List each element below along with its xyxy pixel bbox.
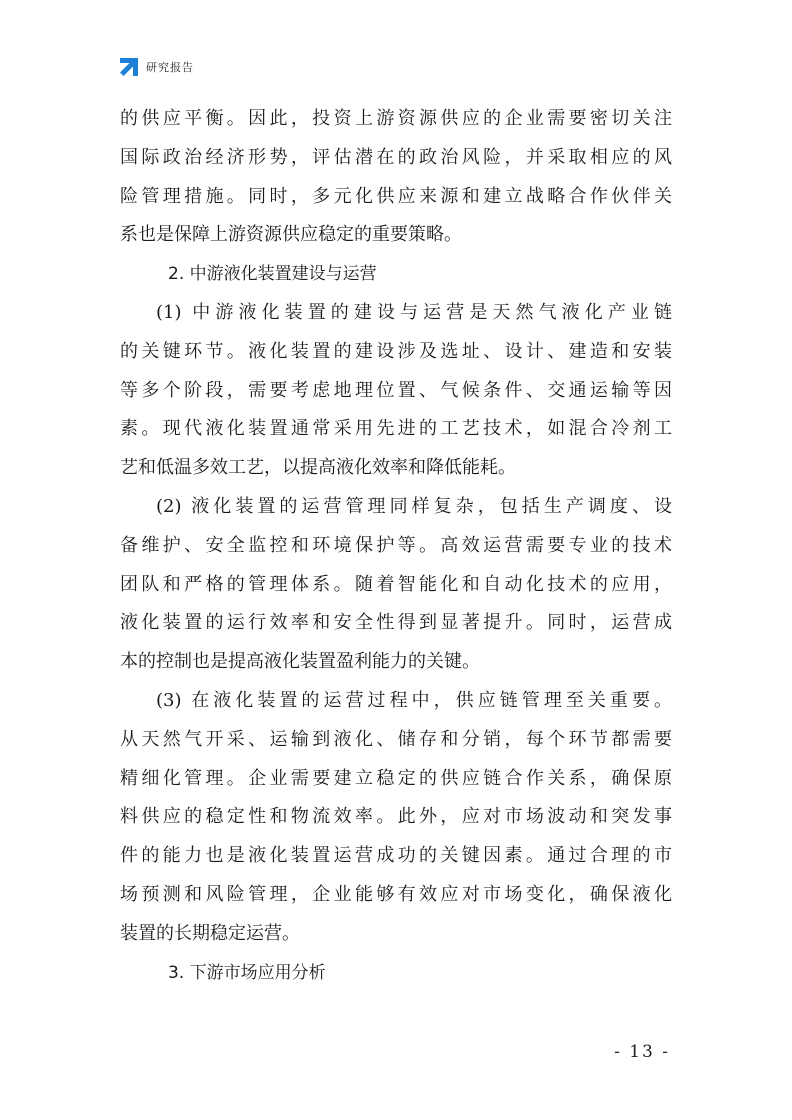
paragraph-line: 险管理措施。同时，多元化供应来源和建立战略合作伙伴关: [120, 185, 672, 207]
paragraph-line: 备维护、安全监控和环境保护等。高效运营需要专业的技术: [120, 534, 672, 556]
paragraph-line: (3) 在液化装置的运营过程中，供应链管理至关重要。: [156, 689, 672, 711]
paragraph-line: 系也是保障上游资源供应稳定的重要策略。: [120, 224, 462, 246]
paragraph-line: (1) 中游液化装置的建设与运营是天然气液化产业链: [156, 301, 672, 323]
paragraph-line: 精细化管理。企业需要建立稳定的供应链合作关系，确保原: [120, 767, 672, 789]
paragraph-line: 的关键环节。液化装置的建设涉及选址、设计、建造和安装: [120, 340, 672, 362]
paragraph-line: 料供应的稳定性和物流效率。此外，应对市场波动和突发事: [120, 806, 672, 828]
report-header-title: 研究报告: [146, 61, 194, 74]
paragraph-line: 素。现代液化装置通常采用先进的工艺技术，如混合冷剂工: [120, 418, 672, 440]
arrow-up-right-icon: [118, 56, 140, 78]
paragraph-line: 的供应平衡。因此，投资上游资源供应的企业需要密切关注: [120, 108, 672, 129]
paragraph-line: 从天然气开采、运输到液化、储存和分销，每个环节都需要: [120, 728, 672, 750]
document-body: [120, 100, 672, 992]
paragraph-line: (2) 液化装置的运营管理同样复杂，包括生产调度、设: [156, 495, 672, 517]
report-header: [118, 56, 194, 78]
section-heading: 2. 中游液化装置建设与运营: [168, 264, 377, 285]
paragraph-line: 装置的长期稳定运营。: [120, 922, 300, 944]
section-heading: 3. 下游市场应用分析: [168, 962, 326, 983]
paragraph-line: 件的能力也是液化装置运营成功的关键因素。通过合理的市: [120, 845, 672, 867]
paragraph-line: 国际政治经济形势，评估潜在的政治风险，并采取相应的风: [120, 146, 672, 168]
paragraph-line: 场预测和风险管理，企业能够有效应对市场变化，确保液化: [120, 883, 672, 905]
paragraph-line: 本的控制也是提高液化装置盈利能力的关键。: [120, 651, 480, 673]
paragraph-line: 艺和低温多效工艺，以提高液化效率和降低能耗。: [120, 457, 516, 479]
paragraph-line: 团队和严格的管理体系。随着智能化和自动化技术的应用，: [120, 573, 672, 595]
paragraph-line: 等多个阶段，需要考虑地理位置、气候条件、交通运输等因: [120, 379, 672, 401]
page-number: - 13 -: [614, 1042, 670, 1062]
paragraph-line: 液化装置的运行效率和安全性得到显著提升。同时，运营成: [120, 612, 672, 634]
